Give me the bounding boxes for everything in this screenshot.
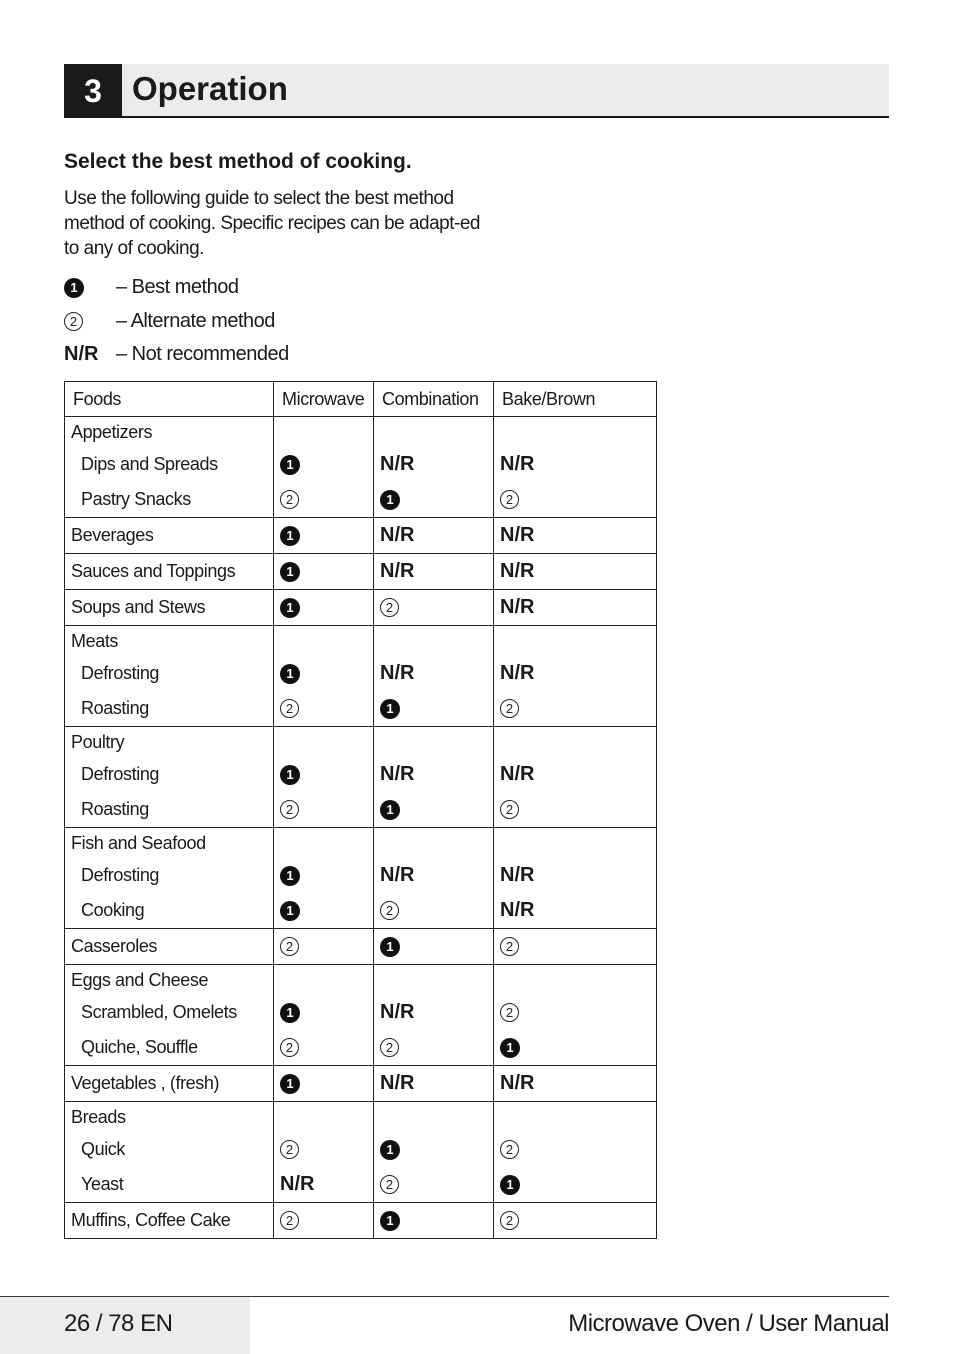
method-rating [374, 691, 493, 726]
microwave-cell [274, 965, 374, 1066]
food-label: Dips and Spreads [81, 454, 218, 474]
method-rating [494, 518, 656, 553]
legend-symbol [64, 278, 116, 298]
group-spacer [494, 828, 656, 858]
header-bake-brown: Bake/Brown [494, 382, 657, 417]
alternate-method-icon: 2 [380, 901, 399, 920]
not-recommended-label: N/R [500, 864, 535, 886]
food-cell [65, 727, 274, 828]
bake-brown-cell [494, 554, 657, 590]
combination-cell [374, 727, 494, 828]
combination-cell [374, 590, 494, 626]
legend-text: – Not recommended [116, 343, 289, 365]
method-rating [374, 995, 493, 1030]
bake-brown-cell [494, 626, 657, 727]
food-group-label: Fish and Seafood [71, 832, 206, 853]
method-rating [374, 1066, 493, 1101]
group-spacer [494, 417, 656, 447]
method-rating [494, 1030, 656, 1065]
best-method-icon: 1 [380, 490, 400, 510]
microwave-cell [274, 417, 374, 518]
best-method-icon: 1 [280, 526, 300, 546]
alternate-method-icon: 2 [500, 699, 519, 718]
chapter-title: Operation [132, 70, 288, 107]
not-recommended-label: N/R [500, 1072, 535, 1094]
group-spacer [274, 626, 373, 656]
method-rating [374, 590, 493, 625]
group-spacer [374, 965, 493, 995]
food-label: Yeast [81, 1174, 124, 1194]
food-cell [65, 929, 274, 965]
legend-item [64, 276, 238, 299]
table-row [65, 590, 657, 626]
method-rating [494, 1203, 656, 1238]
combination-cell [374, 417, 494, 518]
microwave-cell [274, 590, 374, 626]
not-recommended-label: N/R [380, 662, 415, 684]
method-rating [274, 590, 373, 625]
bake-brown-cell [494, 417, 657, 518]
microwave-cell [274, 727, 374, 828]
method-rating [494, 893, 656, 928]
best-method-icon: 1 [64, 278, 84, 298]
food-cell [65, 590, 274, 626]
table-row [65, 965, 657, 1066]
microwave-cell [274, 828, 374, 929]
not-recommended-label: N/R [380, 763, 415, 785]
microwave-cell [274, 626, 374, 727]
method-rating [494, 858, 656, 893]
table-row [65, 1203, 657, 1239]
method-rating [274, 1203, 373, 1238]
method-rating [494, 1132, 656, 1167]
method-rating [274, 792, 373, 827]
bake-brown-cell [494, 518, 657, 554]
method-rating [274, 757, 373, 792]
method-rating [274, 656, 373, 691]
food-label: Vegetables , (fresh) [71, 1073, 220, 1093]
chapter-number: 3 [64, 64, 122, 118]
method-rating [374, 447, 493, 482]
not-recommended-label: N/R [500, 560, 535, 582]
group-spacer [494, 965, 656, 995]
best-method-icon: 1 [280, 1003, 300, 1023]
best-method-icon: 1 [280, 765, 300, 785]
alternate-method-icon: 2 [500, 1211, 519, 1230]
method-rating [494, 1167, 656, 1202]
combination-cell [374, 1203, 494, 1239]
food-group-label: Breads [71, 1106, 126, 1127]
method-rating [494, 691, 656, 726]
food-label: Defrosting [81, 764, 160, 784]
not-recommended-label: N/R [500, 899, 535, 921]
header-combination: Combination [374, 382, 494, 417]
combination-cell [374, 965, 494, 1066]
legend-symbol [64, 312, 116, 331]
best-method-icon: 1 [500, 1038, 520, 1058]
food-label: Soups and Stews [71, 597, 206, 617]
legend-text: – Best method [116, 276, 239, 298]
table-row [65, 1066, 657, 1102]
bake-brown-cell [494, 1066, 657, 1102]
food-group-label: Eggs and Cheese [71, 969, 209, 990]
method-rating [274, 691, 373, 726]
best-method-icon: 1 [280, 664, 300, 684]
method-rating [274, 858, 373, 893]
food-label: Sauces and Toppings [71, 561, 236, 581]
alternate-method-icon: 2 [500, 490, 519, 509]
food-label: Defrosting [81, 865, 160, 885]
food-cell [65, 1102, 274, 1203]
method-rating [494, 656, 656, 691]
alternate-method-icon: 2 [500, 1140, 519, 1159]
method-rating [274, 447, 373, 482]
best-method-icon: 1 [280, 866, 300, 886]
table-row [65, 929, 657, 965]
method-rating [494, 482, 656, 517]
table-row [65, 554, 657, 590]
food-label: Beverages [71, 525, 154, 545]
method-rating [374, 1203, 493, 1238]
alternate-method-icon: 2 [280, 490, 299, 509]
food-label: Casseroles [71, 936, 158, 956]
alternate-method-icon: 2 [500, 800, 519, 819]
microwave-cell [274, 1066, 374, 1102]
food-label: Scrambled, Omelets [81, 1002, 237, 1022]
alternate-method-icon: 2 [64, 312, 83, 331]
bake-brown-cell [494, 965, 657, 1066]
method-rating [494, 590, 656, 625]
alternate-method-icon: 2 [380, 1175, 399, 1194]
method-rating [274, 1132, 373, 1167]
method-rating [374, 518, 493, 553]
combination-cell [374, 1102, 494, 1203]
table-row [65, 1102, 657, 1203]
group-spacer [494, 727, 656, 757]
food-group-label: Meats [71, 630, 119, 651]
alternate-method-icon: 2 [280, 699, 299, 718]
table-row [65, 518, 657, 554]
manual-title: Microwave Oven / User Manual [568, 1310, 889, 1337]
group-spacer [374, 626, 493, 656]
not-recommended-label: N/R [500, 453, 535, 475]
bake-brown-cell [494, 590, 657, 626]
method-rating [374, 757, 493, 792]
group-spacer [274, 1102, 373, 1132]
alternate-method-icon: 2 [380, 1038, 399, 1057]
bake-brown-cell [494, 1102, 657, 1203]
food-label: Roasting [81, 799, 149, 819]
group-spacer [374, 727, 493, 757]
legend-item [64, 343, 289, 366]
combination-cell [374, 626, 494, 727]
method-rating [274, 1030, 373, 1065]
best-method-icon: 1 [280, 1074, 300, 1094]
table-row [65, 417, 657, 518]
best-method-icon: 1 [380, 699, 400, 719]
food-cell [65, 626, 274, 727]
method-rating [374, 1132, 493, 1167]
food-cell [65, 518, 274, 554]
food-cell [65, 1203, 274, 1239]
food-cell [65, 417, 274, 518]
method-rating [274, 554, 373, 589]
food-cell [65, 1066, 274, 1102]
method-rating [374, 554, 493, 589]
group-spacer [274, 727, 373, 757]
alternate-method-icon: 2 [280, 937, 299, 956]
not-recommended-label: N/R [380, 1001, 415, 1023]
best-method-icon: 1 [280, 455, 300, 475]
not-recommended-label: N/R [500, 662, 535, 684]
method-rating [274, 1167, 373, 1202]
food-label: Pastry Snacks [81, 489, 191, 509]
table-row [65, 727, 657, 828]
not-recommended-label: N/R [380, 1072, 415, 1094]
microwave-cell [274, 1102, 374, 1203]
food-cell [65, 965, 274, 1066]
method-rating [494, 929, 656, 964]
method-rating [374, 1167, 493, 1202]
method-rating [494, 757, 656, 792]
best-method-icon: 1 [280, 901, 300, 921]
header-foods: Foods [65, 382, 274, 417]
combination-cell [374, 828, 494, 929]
combination-cell [374, 518, 494, 554]
food-group-label: Appetizers [71, 421, 153, 442]
method-rating [494, 554, 656, 589]
table-header-row [65, 382, 657, 417]
alternate-method-icon: 2 [500, 937, 519, 956]
group-spacer [494, 626, 656, 656]
best-method-icon: 1 [380, 1211, 400, 1231]
combination-cell [374, 929, 494, 965]
group-spacer [274, 828, 373, 858]
method-rating [494, 1066, 656, 1101]
method-rating [274, 893, 373, 928]
alternate-method-icon: 2 [280, 1211, 299, 1230]
method-rating [494, 792, 656, 827]
not-recommended-label: N/R [500, 596, 535, 618]
combination-cell [374, 1066, 494, 1102]
alternate-method-icon: 2 [280, 800, 299, 819]
combination-cell [374, 554, 494, 590]
method-rating [374, 858, 493, 893]
not-recommended-label: N/R [500, 524, 535, 546]
food-label: Quiche, Souffle [81, 1037, 198, 1057]
alternate-method-icon: 2 [280, 1038, 299, 1057]
best-method-icon: 1 [280, 598, 300, 618]
method-rating [274, 995, 373, 1030]
microwave-cell [274, 518, 374, 554]
microwave-cell [274, 929, 374, 965]
method-rating [374, 929, 493, 964]
method-rating [494, 995, 656, 1030]
microwave-cell [274, 554, 374, 590]
bake-brown-cell [494, 727, 657, 828]
not-recommended-label: N/R [380, 864, 415, 886]
legend-symbol [64, 343, 116, 366]
best-method-icon: 1 [380, 937, 400, 957]
not-recommended-label: N/R [500, 763, 535, 785]
not-recommended-label: N/R [380, 453, 415, 475]
not-recommended-label: N/R [380, 560, 415, 582]
page-number: 26 / 78 EN [64, 1310, 173, 1337]
group-spacer [374, 1102, 493, 1132]
food-label: Defrosting [81, 663, 160, 683]
group-spacer [274, 417, 373, 447]
best-method-icon: 1 [380, 800, 400, 820]
method-rating [374, 482, 493, 517]
cooking-method-table [64, 381, 657, 1239]
method-rating [274, 1066, 373, 1101]
best-method-icon: 1 [380, 1140, 400, 1160]
method-rating [274, 482, 373, 517]
group-spacer [274, 965, 373, 995]
best-method-icon: 1 [280, 562, 300, 582]
table-row [65, 828, 657, 929]
method-rating [374, 1030, 493, 1065]
group-spacer [494, 1102, 656, 1132]
method-rating [374, 792, 493, 827]
group-spacer [374, 417, 493, 447]
method-rating [374, 893, 493, 928]
method-rating [274, 518, 373, 553]
intro-paragraph: Use the following guide to select the best method method of cooking. Specific recipes can be adapt-ed to any of cooking. [64, 188, 480, 259]
header-microwave: Microwave [274, 382, 374, 417]
not-recommended-label: N/R [64, 343, 99, 365]
legend-item [64, 310, 275, 333]
bake-brown-cell [494, 828, 657, 929]
bake-brown-cell [494, 929, 657, 965]
microwave-cell [274, 1203, 374, 1239]
method-rating [494, 447, 656, 482]
method-rating [374, 656, 493, 691]
not-recommended-label: N/R [380, 524, 415, 546]
food-label: Roasting [81, 698, 149, 718]
not-recommended-label: N/R [280, 1173, 315, 1195]
food-label: Muffins, Coffee Cake [71, 1210, 231, 1230]
food-label: Cooking [81, 900, 145, 920]
alternate-method-icon: 2 [500, 1003, 519, 1022]
food-label: Quick [81, 1139, 126, 1159]
method-rating [274, 929, 373, 964]
food-cell [65, 828, 274, 929]
food-group-label: Poultry [71, 731, 125, 752]
group-spacer [374, 828, 493, 858]
bake-brown-cell [494, 1203, 657, 1239]
alternate-method-icon: 2 [380, 598, 399, 617]
legend-text: – Alternate method [116, 310, 275, 332]
section-subheading: Select the best method of cooking. [64, 150, 412, 173]
table-row [65, 626, 657, 727]
food-cell [65, 554, 274, 590]
best-method-icon: 1 [500, 1175, 520, 1195]
alternate-method-icon: 2 [280, 1140, 299, 1159]
